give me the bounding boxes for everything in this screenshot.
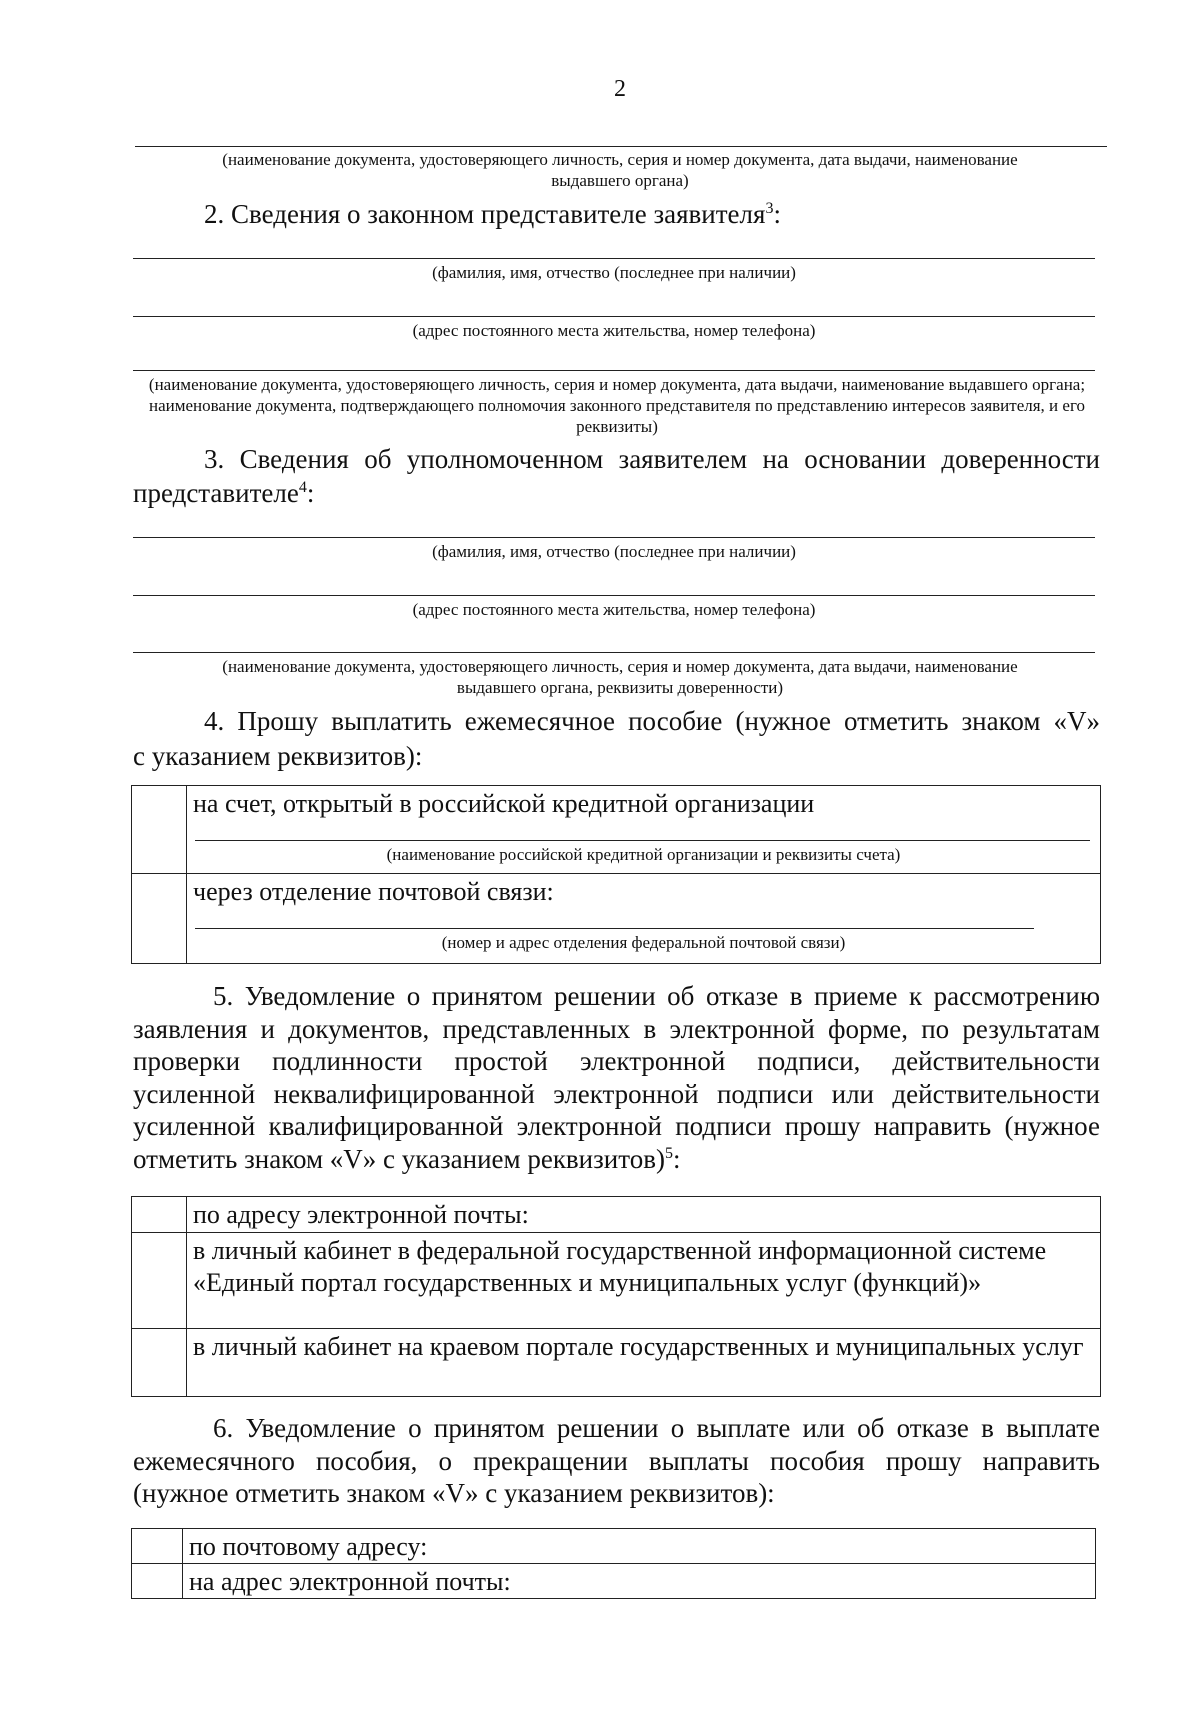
post-office-line	[195, 928, 1034, 929]
option-decision-email-label: на адрес электронной почты:	[189, 1567, 511, 1596]
caption-rep-address: (адрес постоянного места жительства, номер телефона)	[412, 321, 816, 340]
payment-option-bank	[132, 786, 1101, 874]
section5-paragraph: 5. Уведомление о принятом решении об отказе в приеме к рассмотрению заявления и документов, представленных в электронной форме, по результатам проверки подлинности простой электронной подписи, действительности усиленной неквалифицированной электронной подписи или действительности усиленной квалифицированной электронной подписи прошу направить (нужное отметить знаком «V» с указанием реквизитов)$^5$:	[133, 981, 1100, 1174]
caption-rep-doc: (наименование документа, удостоверяющего личность, серия и номер документа, дата выдачи, наименование выдавшего органа; наименование документа, подтверждающего полномочия законного представителя по представлению интересов заявителя, и его реквизиты)	[148, 375, 1086, 436]
page-number: 2	[614, 76, 626, 102]
section3-heading-line1: 3. Сведения об уполномоченном заявителем на основании доверенности	[204, 444, 1100, 474]
notice-option-federal-portal	[132, 1233, 1101, 1329]
payment-options-table	[131, 785, 1101, 964]
caption-post-office: (номер и адрес отделения федеральной почтовой связи)	[441, 933, 846, 952]
option-notice-regional-portal-label: в личный кабинет на краевом портале государственных и муниципальных услуг	[193, 1332, 1084, 1361]
option-post-label: через отделение почтовой связи:	[193, 877, 554, 906]
caption-bank-details: (наименование российской кредитной организации и реквизиты счета)	[386, 845, 901, 864]
notice-option-regional-portal	[132, 1329, 1101, 1397]
caption-proxy-address: (адрес постоянного места жительства, номер телефона)	[412, 600, 816, 619]
proxy-doc-line	[133, 652, 1095, 653]
checkbox-decision-post[interactable]	[132, 1529, 183, 1564]
rep-address-line	[133, 316, 1095, 317]
caption-doc-1: (наименование документа, удостоверяющего личность, серия и номер документа, дата выдачи, наименование выдавшего органа)	[222, 150, 1018, 190]
caption-proxy-name: (фамилия, имя, отчество (последнее при наличии)	[432, 542, 796, 561]
section4-heading-line1: 4. Прошу выплатить ежемесячное пособие (нужное отметить знаком «V»	[204, 706, 1100, 736]
rep-doc-line	[133, 370, 1095, 371]
checkbox-decision-email[interactable]	[132, 1564, 183, 1599]
payment-option-post	[132, 874, 1101, 964]
option-bank-label: на счет, открытый в российской кредитной организации	[193, 789, 815, 818]
section3-heading-line2: представителе$^4$:	[133, 478, 315, 508]
checkbox-bank[interactable]	[132, 786, 187, 874]
decision-option-post	[132, 1529, 1096, 1564]
option-notice-federal-portal-label: в личный кабинет в федеральной государственной информационной системе «Единый портал государственных и муниципальных услуг (функций)»	[193, 1236, 1047, 1297]
notice-refusal-options-table	[131, 1196, 1101, 1397]
section4-heading-line2: с указанием реквизитов):	[133, 741, 423, 771]
caption-proxy-doc: (наименование документа, удостоверяющего личность, серия и номер документа, дата выдачи, наименование выдавшего органа, реквизиты доверенности)	[222, 657, 1018, 697]
option-decision-post-label: по почтовому адресу:	[189, 1532, 428, 1561]
checkbox-notice-email[interactable]	[132, 1197, 187, 1233]
checkbox-notice-regional-portal[interactable]	[132, 1329, 187, 1397]
checkbox-notice-federal-portal[interactable]	[132, 1233, 187, 1329]
option-notice-email-label: по адресу электронной почты:	[193, 1200, 529, 1229]
decision-notice-options-table	[131, 1528, 1096, 1599]
proxy-address-line	[133, 595, 1095, 596]
bank-details-line	[195, 840, 1090, 841]
proxy-name-line	[133, 537, 1095, 538]
checkbox-post[interactable]	[132, 874, 187, 964]
section6-paragraph: 6. Уведомление о принятом решении о выплате или об отказе в выплате ежемесячного пособия, о прекращении выплаты пособия прошу направить (нужное отметить знаком «V» с указанием реквизитов):	[133, 1413, 1100, 1508]
decision-option-email	[132, 1564, 1096, 1599]
section2-heading: 2. Сведения о законном представителе заявителя$^3$:	[204, 199, 781, 229]
doc-line-1	[135, 146, 1107, 147]
notice-option-email	[132, 1197, 1101, 1233]
rep-name-line	[133, 258, 1095, 259]
caption-rep-name: (фамилия, имя, отчество (последнее при наличии)	[432, 263, 796, 282]
